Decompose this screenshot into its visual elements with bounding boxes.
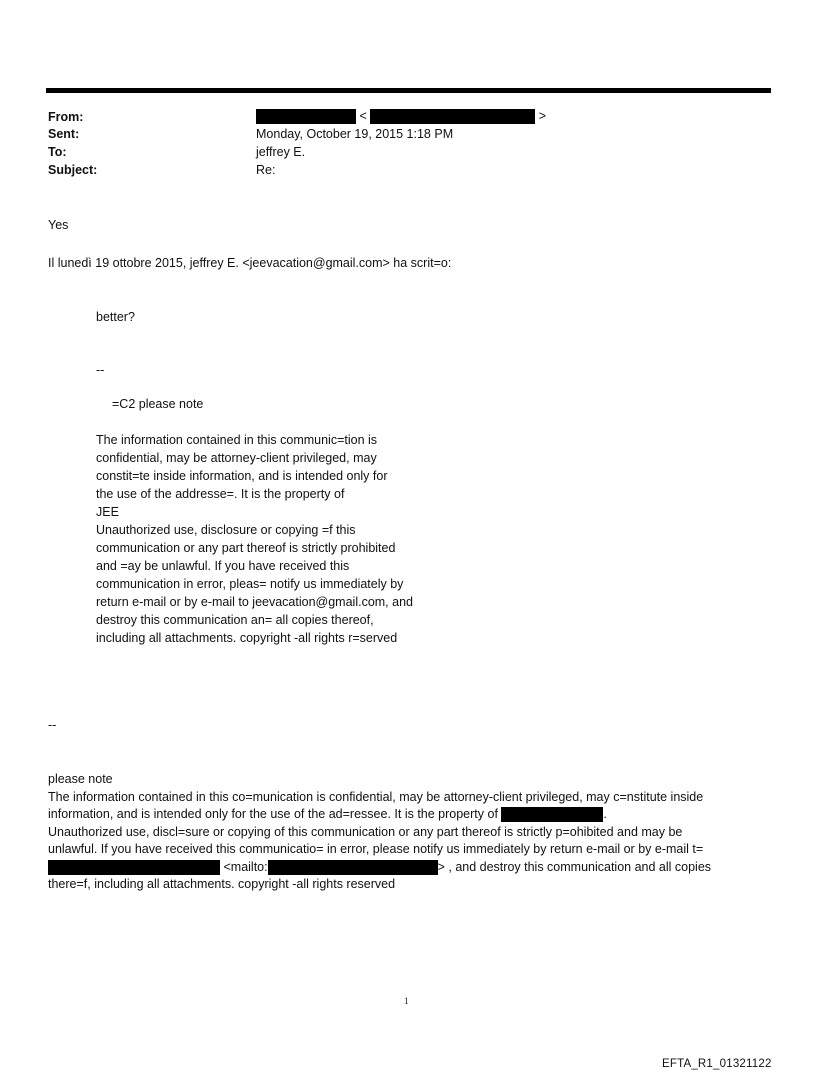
quote-intro: Il lunedì 19 ottobre 2015, jeffrey E. <jeevacation@gmail.com> ha scrit=o: (48, 256, 452, 270)
redaction-block (501, 807, 603, 822)
signature-dashes: -- (96, 363, 105, 377)
disclaimer-line: the use of the addresse=. It is the property of (96, 487, 345, 501)
footer-line-text: > , and destroy this communication and all copies (437, 859, 712, 874)
footer-line: The information contained in this co=munication is confidential, may be attorney-client privileged, may c=nstitute inside (48, 789, 704, 804)
sent-label: Sent: (48, 127, 80, 141)
page-number: 1 (404, 996, 409, 1006)
disclaimer-line: The information contained in this communic=tion is (96, 433, 378, 447)
disclaimer-line: return e-mail or by e-mail to jeevacation@gmail.com, and (96, 595, 413, 609)
footer-line: there=f, including all attachments. copyright -all rights reserved (48, 877, 396, 891)
footer-line-text: <mailto: (223, 859, 268, 874)
footer-line: Unauthorized use, discl=sure or copying of this communication or any part thereof is strictly p=ohibited and may be (48, 824, 683, 839)
footer-dashes: -- (48, 718, 57, 732)
quoted-disclaimer (96, 431, 413, 647)
from-label: From: (48, 110, 84, 124)
disclaimer-line: including all attachments. copyright -all rights r=served (96, 631, 398, 645)
disclaimer-line: destroy this communication an= all copies thereof, (96, 613, 374, 627)
to-value: jeffrey E. (256, 145, 306, 159)
disclaimer-line: JEE (96, 505, 119, 519)
document-id: EFTA_R1_01321122 (662, 1058, 772, 1070)
header-rule (46, 88, 771, 93)
from-open-bracket: < (359, 109, 367, 123)
subject-value: Re: (256, 163, 276, 177)
redaction-block (256, 109, 356, 124)
disclaimer-line: constit=te inside information, and is intended only for (96, 469, 388, 483)
subject-label: Subject: (48, 163, 98, 177)
quoted-text: better? (96, 310, 135, 324)
disclaimer-line: communication in error, pleas= notify us immediately by (96, 577, 404, 591)
footer-line (48, 859, 711, 877)
footer-line (48, 806, 711, 824)
redaction-block (48, 860, 220, 875)
to-label: To: (48, 145, 67, 159)
disclaimer-line: Unauthorized use, disclosure or copying =f this (96, 523, 356, 537)
reply-text: Yes (48, 218, 69, 232)
footer-line-text: information, and is intended only for the use of the ad=ressee. It is the property of (48, 807, 498, 821)
footer-line: unlawful. If you have received this communicatio= in error, please notify us immediately by return e-mail or by e-mail t= (48, 842, 704, 856)
disclaimer-line: and =ay be unlawful. If you have received this (96, 559, 350, 573)
sent-value: Monday, October 19, 2015 1:18 PM (256, 127, 454, 141)
disclaimer-line: confidential, may be attorney-client privileged, may (96, 451, 377, 465)
footer-note: please note (48, 772, 113, 786)
footer-line-text: . (603, 807, 607, 821)
redaction-block (268, 860, 438, 875)
from-close-bracket: > (538, 109, 547, 123)
from-value (256, 109, 546, 124)
signature-note: =C2 please note (112, 397, 204, 411)
disclaimer-line: communication or any part thereof is strictly prohibited (96, 541, 396, 555)
footer-disclaimer (48, 771, 711, 894)
redaction-block (370, 109, 535, 124)
